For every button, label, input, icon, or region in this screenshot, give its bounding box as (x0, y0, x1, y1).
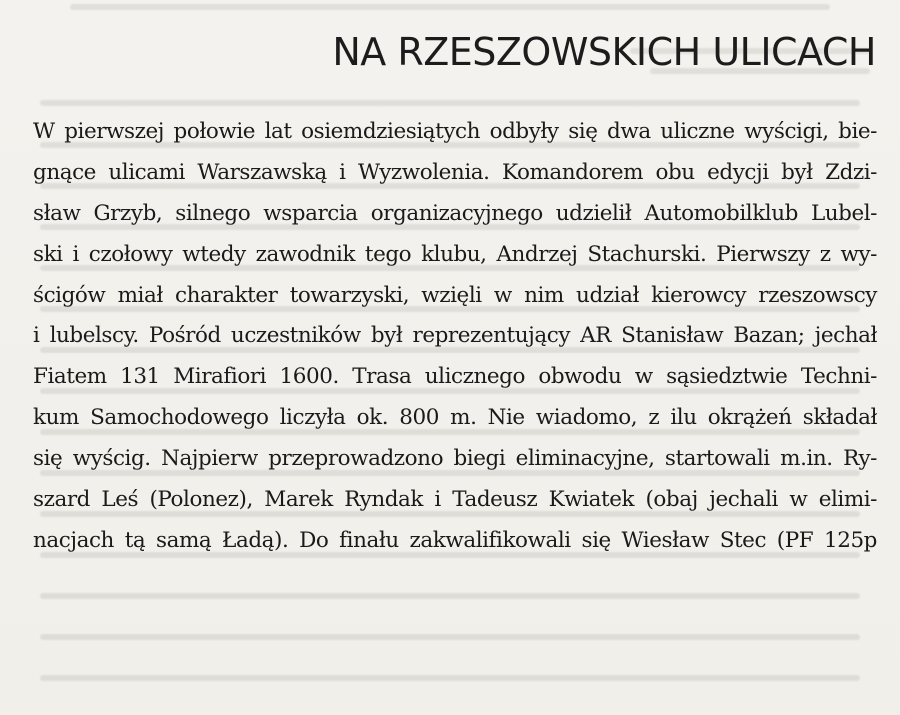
body-paragraph (33, 112, 877, 562)
text-line: się wyścig. Najpierw przeprowadzono biegi eliminacyjne, startowali m.in. Ry- (33, 446, 877, 472)
text-line: nacjach tą samą Ładą). Do finału zakwalifikowali się Wiesław Stec (PF 125p (33, 527, 877, 553)
text-line: kum Samochodowego liczyła ok. 800 m. Nie wiadomo, z ilu okrążeń składał (33, 405, 877, 431)
text-line: i lubelscy. Pośród uczestników był reprezentujący AR Stanisław Bazan; jechał (33, 323, 877, 349)
section-title: NA RZESZOWSKICH ULICACH (332, 30, 876, 74)
text-line: W pierwszej połowie lat osiemdziesiątych odbyły się dwa uliczne wyścigi, bie- (33, 119, 877, 144)
text-line: szard Leś (Polonez), Marek Ryndak i Tadeusz Kwiatek (obaj jechali w elimi- (33, 487, 877, 513)
text-line: gnące ulicami Warszawską i Wyzwolenia. Komandorem obu edycji był Zdzi- (33, 159, 877, 185)
text-line: ski i czołowy wtedy zawodnik tego klubu, Andrzej Stachurski. Pierwszy z wy- (33, 241, 877, 267)
text-line: sław Grzyb, silnego wsparcia organizacyjnego udzielił Automobilklub Lubel- (33, 200, 877, 226)
text-line: ścigów miał charakter towarzyski, wzięli w nim udział kierowcy rzeszowscy (33, 282, 877, 308)
text-line: Fiatem 131 Mirafiori 1600. Trasa ulicznego obwodu w sąsiedztwie Techni- (33, 364, 877, 390)
